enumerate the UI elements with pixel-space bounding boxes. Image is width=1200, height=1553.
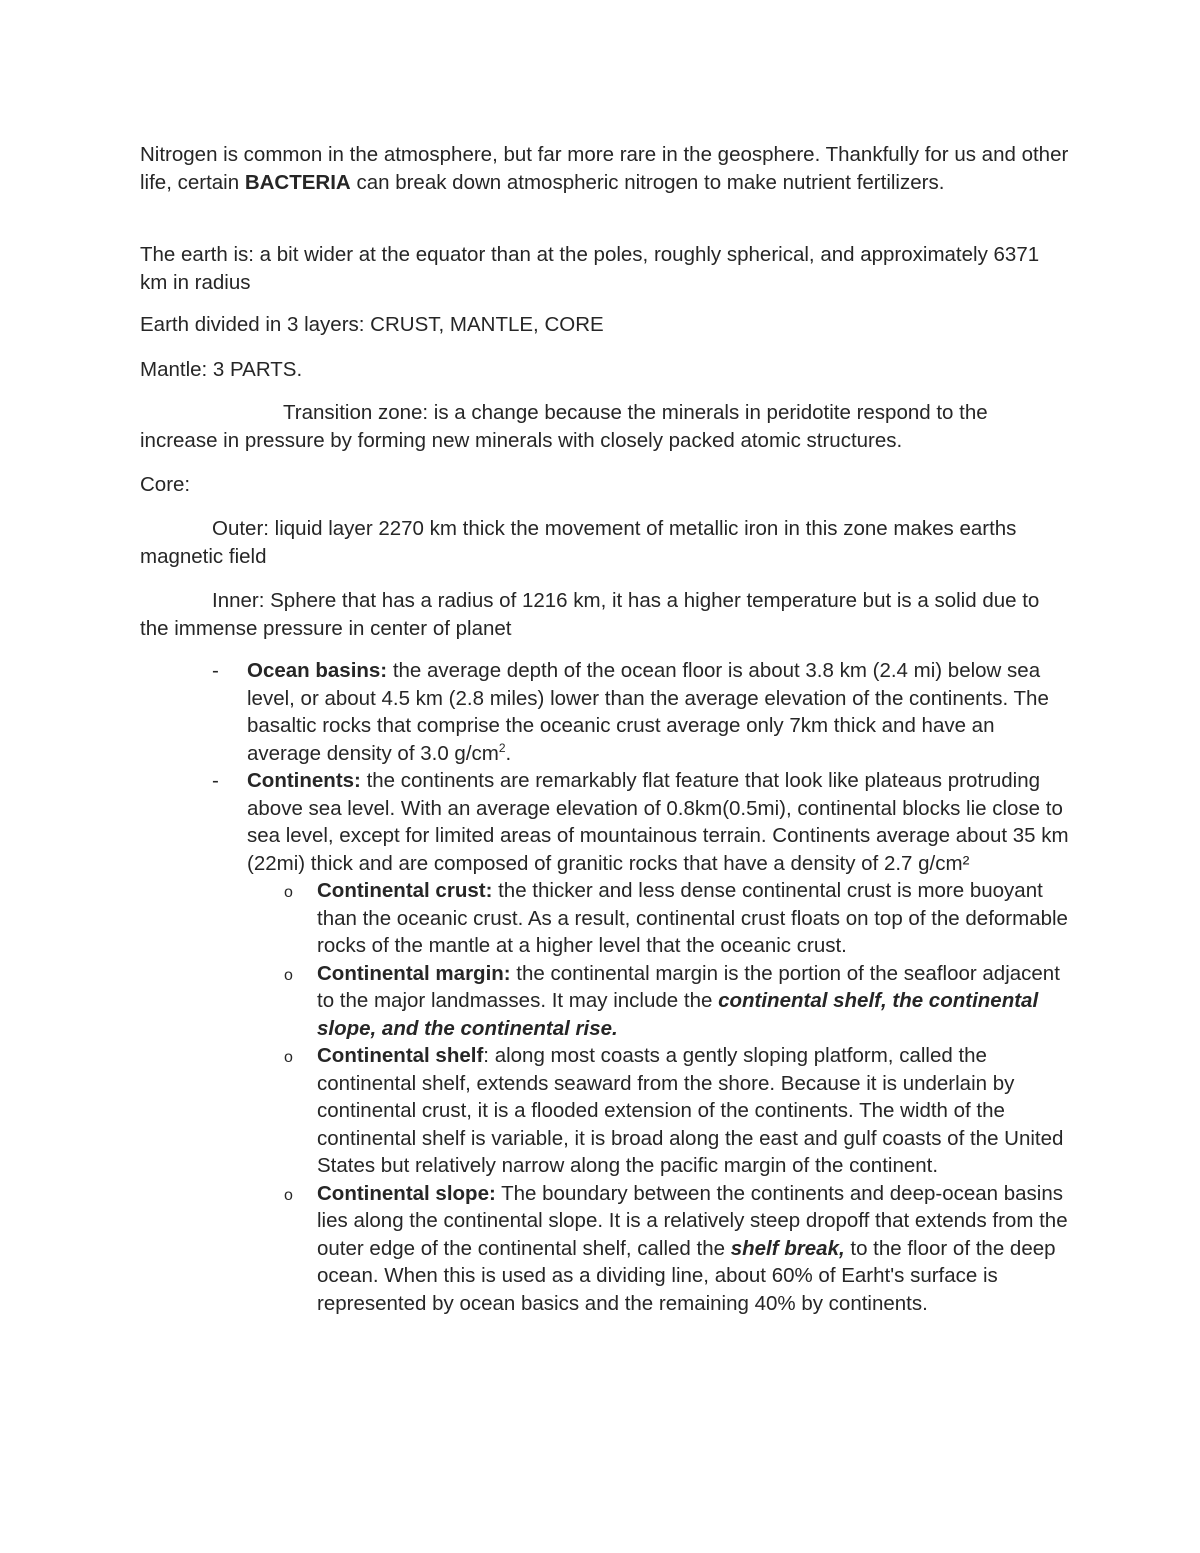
circle-marker: o <box>284 966 293 984</box>
sub-list <box>140 877 1070 1317</box>
term-continents: Continents: <box>247 769 361 792</box>
list-item-ocean-basins <box>140 657 1070 767</box>
continental-margin-text: the continental margin is the portion of the seafloor adjacent to the major landmasses. It may include the <box>317 961 1060 1012</box>
continents-text: the continents are remarkably flat feature that look like plateaus protruding above sea level. With an average elevation of 0.8km(0.5mi), continental blocks lie close to sea level, except for limited areas of mountainous terrain. Continents average about 35 km (22mi) thick and are composed of granitic rocks that have a density of 2.7 g/cm² <box>247 769 1069 875</box>
superscript: 2 <box>498 740 506 755</box>
list-item-continents <box>140 767 1070 1317</box>
circle-marker: o <box>284 1049 293 1066</box>
circle-marker: o <box>284 1186 293 1204</box>
term-continental-crust: Continental crust: <box>317 879 493 902</box>
continental-slope-text-end: to the floor of the deep ocean. When this is used as a dividing line, about 60% of Earht's surface is represented by ocean basics and the remaining 40% by continents. <box>317 1236 1056 1315</box>
continental-shelf-text: : along most coasts a gently sloping platform, called the continental shelf, extends seaward from the shore. Because it is underlain by continental crust, it is a flooded extension of the continents. The width of the continental shelf is variable, it is broad along the east and gulf coasts of the United States but relatively narrow along the pacific margin of the continent. <box>317 1044 1064 1177</box>
nitrogen-text: Nitrogen is common in the atmosphere, but far more rare in the geosphere. Thankfully for us and other life, certain <box>140 143 1069 194</box>
paragraph-mantle: Mantle: 3 PARTS. <box>140 358 303 381</box>
list-item-continental-slope <box>140 1180 1070 1318</box>
paragraph-nitrogen <box>140 141 1070 196</box>
term-continental-margin: Continental margin: <box>317 961 511 985</box>
list-item-continental-margin <box>140 960 1070 1043</box>
continental-crust-text: the thicker and less dense continental crust is more buoyant than the oceanic crust. As a result, continental crust floats on top of the deformable rocks of the mantle at a higher level that the oceanic crust. <box>317 879 1068 957</box>
list-item-continental-crust <box>140 877 1070 960</box>
continental-slope-text: The boundary between the continents and deep-ocean basins lies along the continental slope. It is a relatively steep dropoff that extends from the outer edge of the continental shelf, called the <box>317 1181 1068 1260</box>
bacteria-bold: BACTERIA <box>244 170 351 194</box>
paragraph-layers: Earth divided in 3 layers: CRUST, MANTLE, CORE <box>140 313 604 336</box>
term-continental-shelf: Continental shelf <box>317 1044 484 1067</box>
ocean-basins-text: the average depth of the ocean floor is about 3.8 km (2.4 mi) below sea level, or about 4.5 km (2.8 miles) lower than the average elevation of the continents. The basaltic rocks that comprise the oceanic crust average only 7km thick and have an average density of 3.0 g/cm <box>247 659 1049 765</box>
paragraph-core: Core: <box>140 473 191 496</box>
term-ocean-basins: Ocean basins: <box>247 659 388 682</box>
paragraph-inner-core: Inner: Sphere that has a radius of 1216 km, it has a higher temperature but is a solid due to the immense pressure in center of planet <box>140 589 1040 640</box>
term-continental-slope: Continental slope: <box>317 1181 496 1205</box>
shelf-break-emphasis: shelf break, <box>730 1236 845 1260</box>
dash-marker: - <box>212 659 219 682</box>
nitrogen-text-end: can break down atmospheric nitrogen to make nutrient fertilizers. <box>350 170 945 194</box>
paragraph-outer-core: Outer: liquid layer 2270 km thick the movement of metallic iron in this zone makes earths magnetic field <box>140 517 1017 568</box>
continental-margin-emphasis: continental shelf, the continental slope, and the continental rise. <box>317 989 1039 1040</box>
bullet-list <box>140 657 1070 1317</box>
list-item-continental-shelf <box>140 1042 1070 1180</box>
paragraph-transition: Transition zone: is a change because the minerals in peridotite respond to the increase in pressure by forming new minerals with closely packed atomic structures. <box>140 401 988 452</box>
ocean-basins-end: . <box>505 741 512 765</box>
circle-marker: o <box>284 884 293 901</box>
paragraph-earth: The earth is: a bit wider at the equator than at the poles, roughly spherical, and approximately 6371 km in radius <box>140 243 1040 294</box>
dash-marker: - <box>212 769 219 792</box>
